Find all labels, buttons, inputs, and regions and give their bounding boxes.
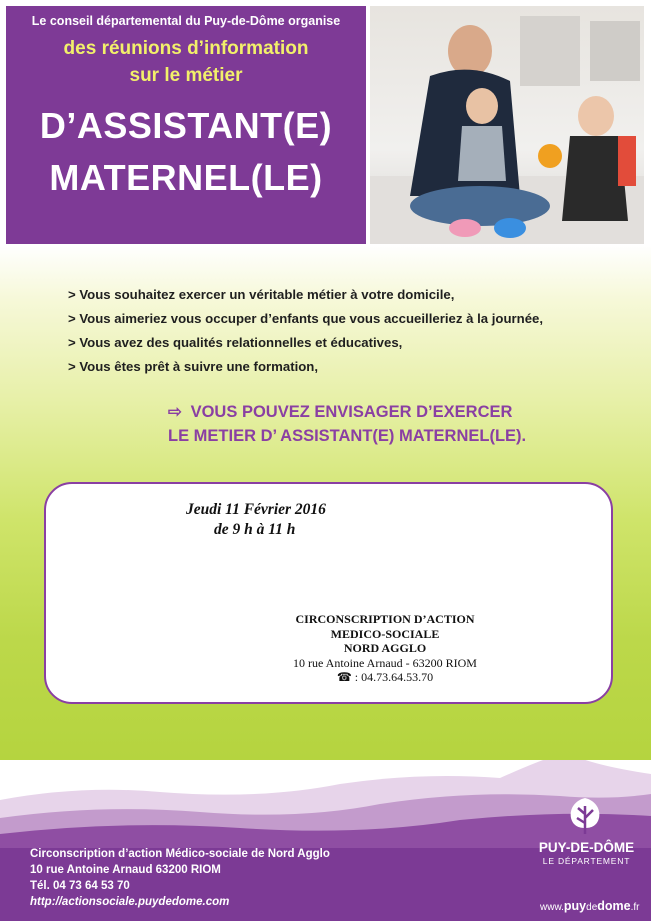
call-to-action: [168, 400, 638, 448]
event-location: [260, 612, 510, 685]
location-name-3: NORD AGGLO: [343, 641, 427, 655]
phone-icon: ☎: [336, 670, 352, 684]
website-de: de: [586, 902, 598, 913]
bullet-list: [68, 283, 648, 379]
arrow-right-icon: ⇨: [168, 403, 182, 421]
website-puy: puy: [563, 899, 587, 913]
header-line-3: sur le métier: [129, 65, 243, 86]
header-title-1: D’ASSISTANT(E): [39, 105, 333, 146]
cta-line-2: LE METIER D’ ASSISTANT(E) MATERNEL(LE).: [168, 427, 527, 445]
website-prefix: www.: [540, 902, 564, 913]
event-date: [186, 500, 326, 540]
bullet-item: > Vous êtes prêt à suivre une formation,: [68, 359, 319, 374]
location-name-1: CIRCONSCRIPTION D’ACTION: [295, 612, 475, 626]
logo-subtitle: LE DÉPARTEMENT: [542, 856, 631, 866]
event-date-text: Jeudi 11 Février 2016: [186, 501, 326, 518]
event-time-text: de 9 h à 11 h: [214, 521, 296, 538]
bullet-item: > Vous avez des qualités relationnelles et éducatives,: [68, 335, 403, 350]
header-intro: Le conseil départemental du Puy-de-Dôme organise: [31, 14, 341, 28]
footer-url[interactable]: http://actionsociale.puydedome.com: [30, 896, 230, 908]
logo-name: PUY-DE-DÔME: [538, 840, 635, 855]
website-dome: dome: [597, 899, 631, 913]
family-photo-illustration: [370, 6, 644, 244]
location-name-2: MEDICO-SOCIALE: [330, 626, 440, 641]
location-address: 10 rue Antoine Arnaud - 63200 RIOM: [293, 655, 477, 670]
website-suffix: .fr: [630, 902, 640, 913]
bullet-item: > Vous souhaitez exercer un véritable métier à votre domicile,: [68, 287, 455, 302]
family-photo: [370, 6, 644, 244]
footer-contact: [30, 846, 330, 910]
footer-line-2: 10 rue Antoine Arnaud 63200 RIOM: [30, 864, 221, 876]
header-banner: [6, 6, 366, 244]
footer-website[interactable]: [540, 899, 640, 913]
footer-line-3: Tél. 04 73 64 53 70: [30, 880, 130, 892]
header-line-2: des réunions d’information: [63, 38, 309, 59]
header-title-2: MATERNEL(LE): [49, 157, 323, 198]
cta-line-1: VOUS POUVEZ ENVISAGER D’EXERCER: [190, 403, 513, 421]
tree-logo-icon: [566, 796, 604, 836]
footer-line-1: Circonscription d’action Médico-sociale de Nord Agglo: [30, 848, 330, 860]
location-phone: : 04.73.64.53.70: [354, 670, 434, 684]
bullet-item: > Vous aimeriez vous occuper d’enfants que vous accueilleriez à la journée,: [68, 311, 544, 326]
